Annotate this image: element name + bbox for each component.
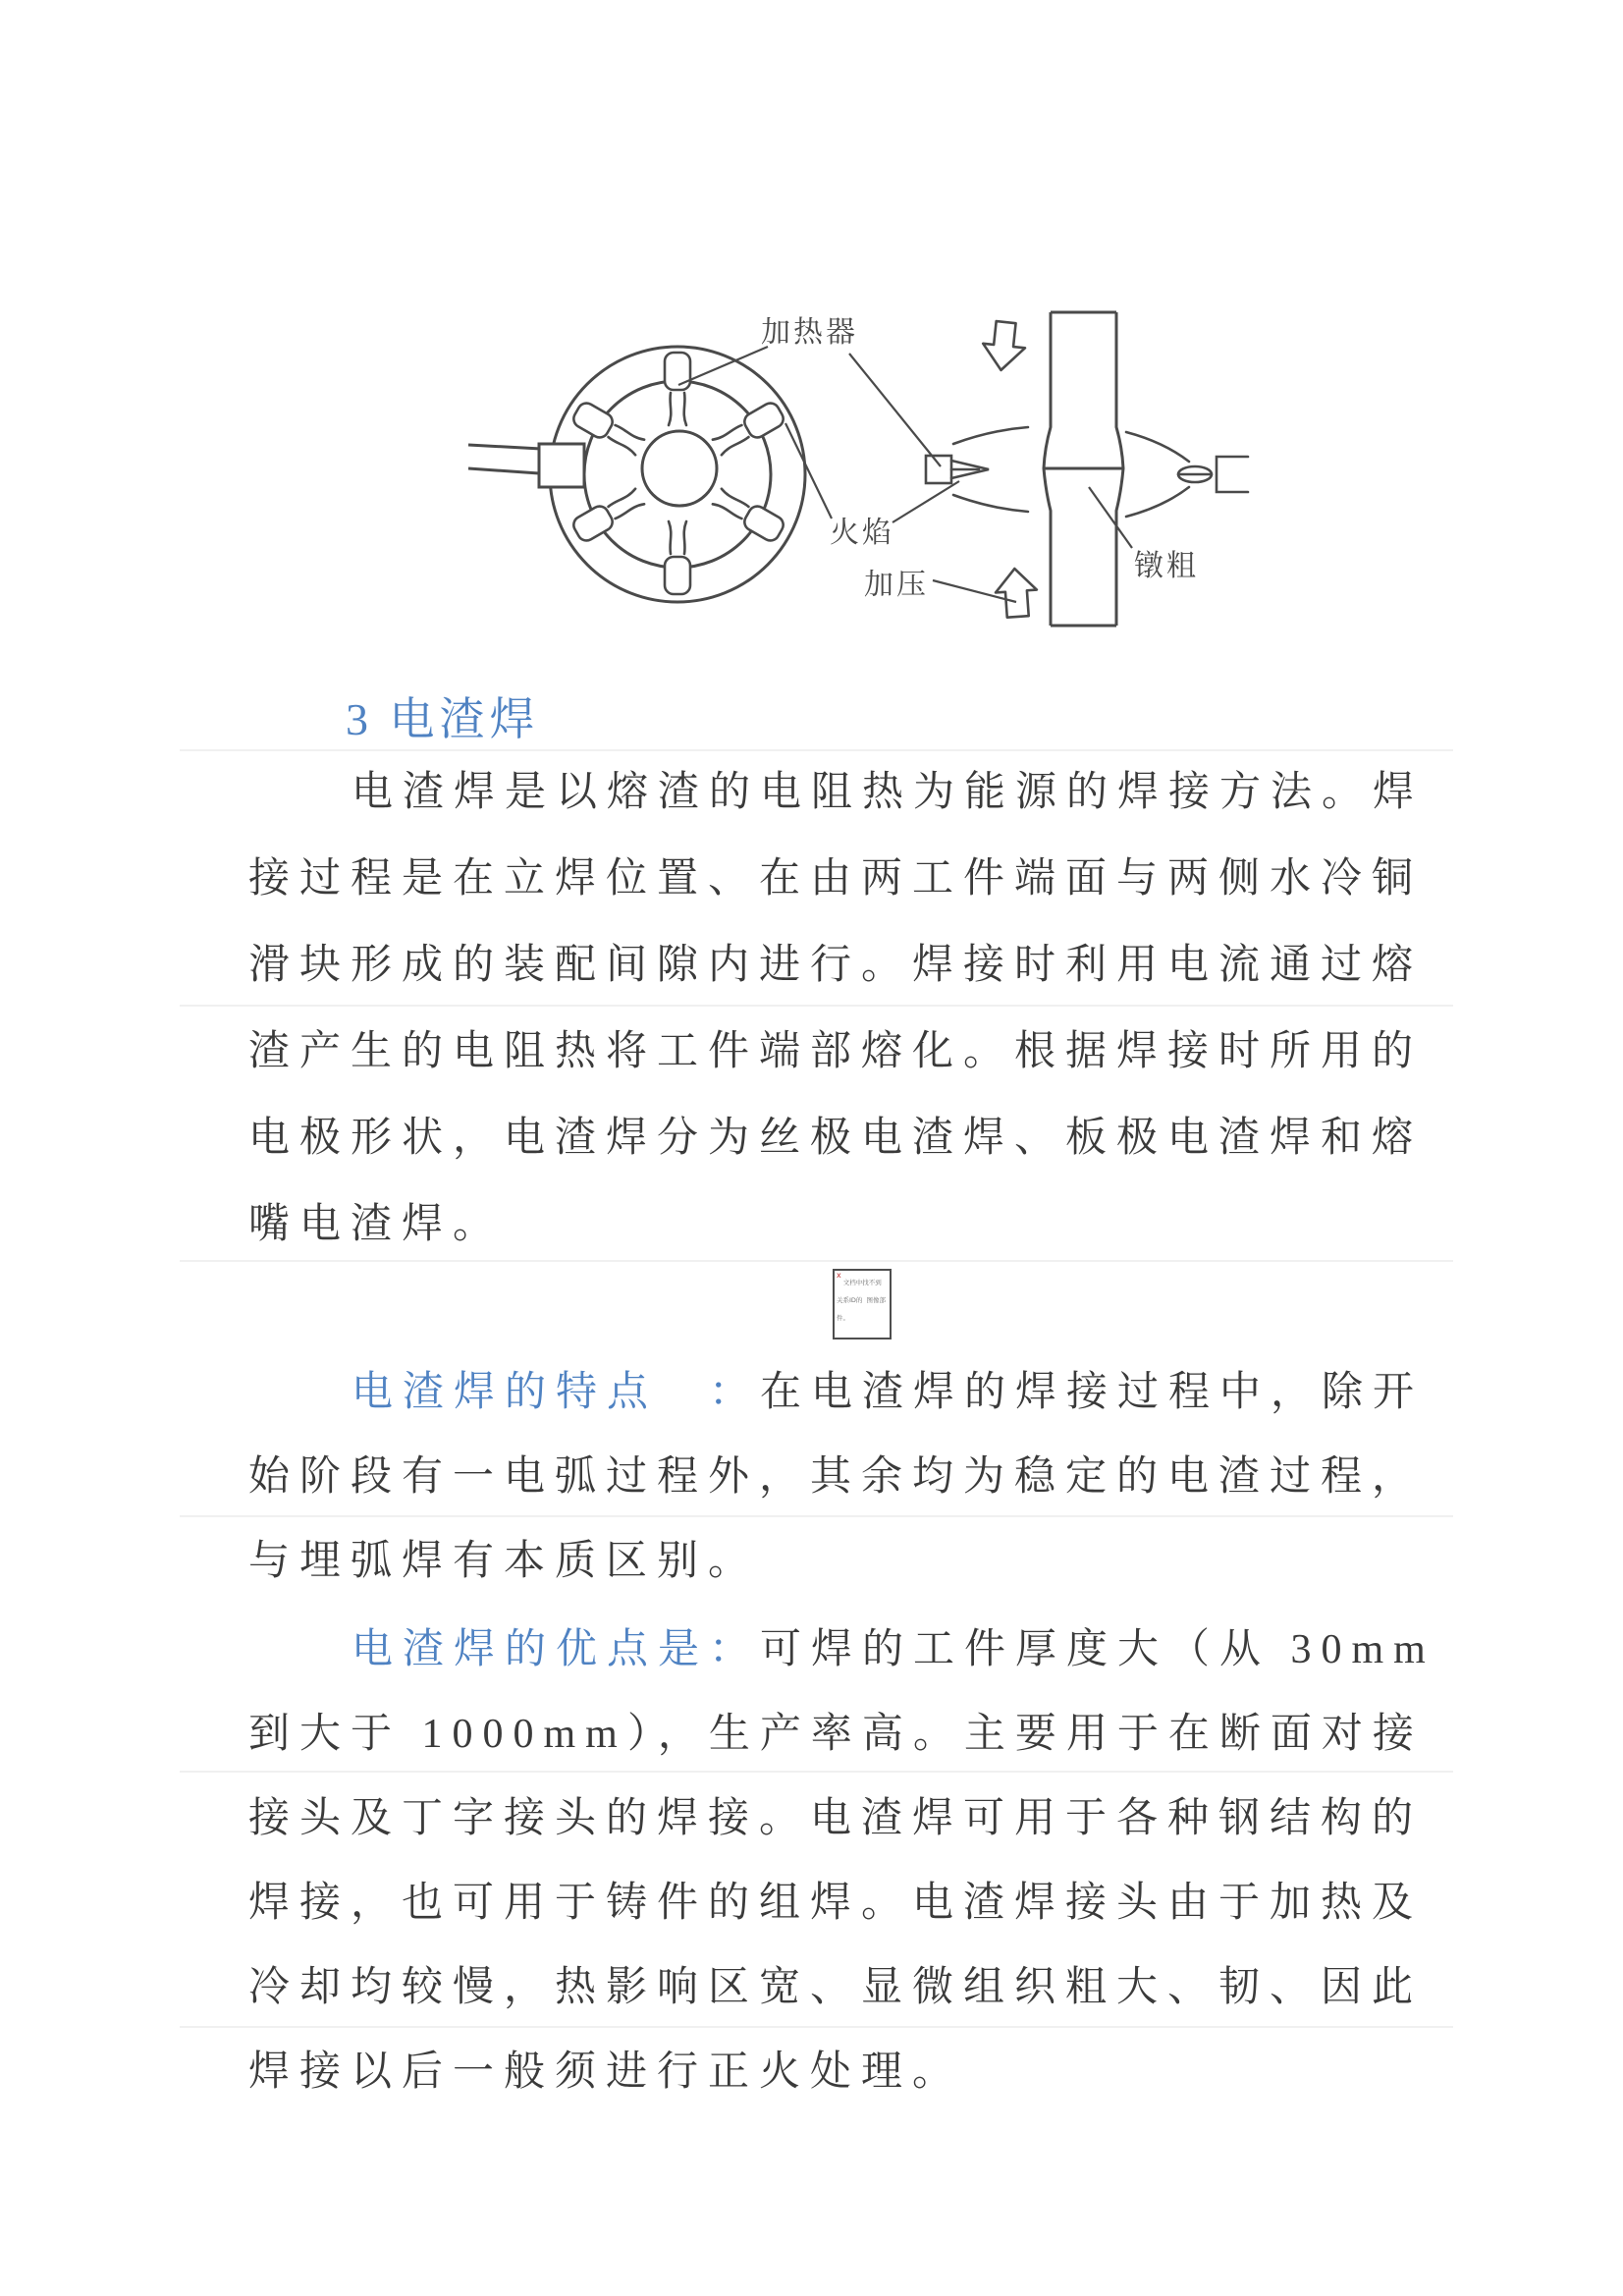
- body-text: [248, 0, 1466, 2296]
- diagram-label-upset: 镦粗: [1134, 550, 1199, 582]
- faint-rule: [180, 1515, 1453, 1517]
- placeholder-text-line1: 文档中找不到关系ID的: [837, 1279, 882, 1304]
- text-line: 与埋弧焊有本质区别。: [248, 1539, 760, 1584]
- text-line: 到大于 1000mm），生产率高。主要用于在断面对接: [248, 1712, 1424, 1757]
- text-line: 电渣焊的特点 ：在电渣焊的焊接过程中，除开: [352, 1370, 1425, 1415]
- paragraph-lead: 电渣焊的优点是：: [352, 1627, 761, 1672]
- text-line: 接过程是在立焊位置、在由两工件端面与两侧水冷铜: [248, 856, 1424, 902]
- text-line: 冷却均较慢，热影响区宽、显微组织粗大、韧、因此: [248, 1965, 1424, 2010]
- placeholder-text-line2: 图像部件。: [837, 1296, 886, 1322]
- faint-rule: [180, 1260, 1453, 1262]
- broken-image-placeholder: [833, 1269, 892, 1339]
- text-line: 滑块形成的装配间隙内进行。焊接时利用电流通过熔: [248, 943, 1424, 988]
- text-line: 电渣焊的优点是：可焊的工件厚度大（从 30mm: [352, 1627, 1435, 1672]
- text-line: 始阶段有一电弧过程外，其余均为稳定的电渣过程，: [248, 1454, 1424, 1500]
- diagram-label-flame: 火焰: [830, 517, 894, 549]
- text-line: 电极形状，电渣焊分为丝极电渣焊、板极电渣焊和熔: [248, 1116, 1424, 1161]
- broken-image-x-icon: x: [837, 1271, 841, 1280]
- text-line: 渣产生的电阻热将工件端部熔化。根据焊接时所用的: [248, 1029, 1424, 1074]
- text-line: 电渣焊是以熔渣的电阻热为能源的焊接方法。焊: [352, 770, 1425, 815]
- diagram-label-pressure: 加压: [864, 569, 929, 601]
- text-line: 焊接以后一般须进行正火处理。: [248, 2050, 964, 2095]
- text-line: 焊接，也可用于铸件的组焊。电渣焊接头由于加热及: [248, 1881, 1424, 1926]
- text-line: 接头及丁字接头的焊接。电渣焊可用于各种钢结构的: [248, 1796, 1424, 1841]
- paragraph-lead: 电渣焊的特点 ：: [352, 1370, 761, 1415]
- text-line: 嘴电渣焊。: [248, 1202, 505, 1247]
- faint-rule: [180, 2026, 1453, 2028]
- faint-rule: [180, 1771, 1453, 1773]
- section-heading: 3 电渣焊: [346, 694, 540, 744]
- diagram-label-heater: 加热器: [761, 316, 858, 349]
- faint-rule: [180, 749, 1453, 751]
- faint-rule: [180, 1005, 1453, 1007]
